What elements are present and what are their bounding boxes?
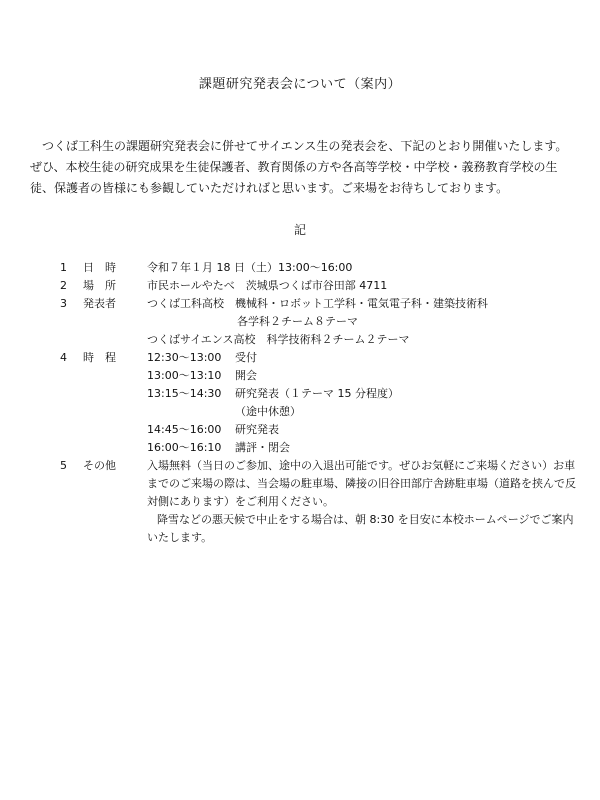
item-venue (46, 277, 576, 295)
schedule-time: 12:30～13:00 (147, 351, 222, 364)
schedule-desc: 研究発表 (235, 423, 279, 436)
item-number: 3 (60, 297, 67, 310)
document-title: 課題研究発表会について（案内） (198, 77, 402, 92)
intro-paragraph (30, 136, 570, 199)
schedule-desc: 講評・閉会 (235, 441, 290, 454)
item-presenters (46, 295, 576, 349)
item-label: 発表者 (83, 297, 116, 310)
schedule-time: 14:45～16:00 (147, 423, 222, 436)
schedule-row (147, 367, 576, 385)
other-content (147, 457, 576, 547)
schedule-row (147, 349, 576, 367)
other-text-1: 入場無料（当日のご参加、途中の入退出可能です。ぜひお気軽にご来場ください）お車までのご来場の際は、当会場の駐車場、隣接の旧谷田部庁舎跡駐車場（道路を挟んで反対側にあります）をご利用ください。 (147, 459, 576, 508)
item-number: 1 (60, 261, 67, 274)
other-paragraph-1 (127, 457, 576, 511)
item-label: その他 (83, 459, 116, 472)
ki-heading: 記 (293, 223, 306, 237)
schedule-row (147, 385, 576, 403)
schedule-time: 13:15～14:30 (147, 387, 222, 400)
item-number: 2 (60, 279, 67, 292)
schedule-note: （途中休憩） (235, 405, 301, 418)
date-value: 令和７年１月 18 日（土）13:00～16:00 (147, 261, 353, 274)
item-date (46, 259, 576, 277)
item-schedule (46, 349, 576, 457)
schedule-desc: 受付 (235, 351, 257, 364)
item-label: 場 所 (83, 279, 116, 292)
presenters-line-3: つくばサイエンス高校 科学技術科２チーム２テーマ (147, 333, 410, 346)
item-number: 4 (60, 351, 67, 364)
schedule-content (147, 349, 576, 457)
item-other (46, 457, 576, 547)
schedule-row (147, 421, 576, 439)
schedule-row (147, 439, 576, 457)
schedule-time: 16:00～16:10 (147, 441, 222, 454)
item-number: 5 (60, 459, 67, 472)
schedule-time: 13:00～13:10 (147, 369, 222, 382)
intro-text: つくば工科生の課題研究発表会に併せてサイエンス生の発表会を、下記のとおり開催いたします。ぜひ、本校生徒の研究成果を生徒保護者、教育関係の方や各高等学校・中学校・義務教育学校の生徒、保護者の皆様にも参観していただければと思います。ご来場をお待ちしております。 (30, 139, 568, 195)
item-label: 時 程 (83, 351, 116, 364)
presenters-line-1: つくば工科高校 機械科・ロボット工学科・電気電子科・建築技術科 (147, 297, 488, 310)
presenters-line-2: 各学科２チーム８テーマ (237, 315, 358, 328)
other-paragraph-2: 降雪などの悪天候で中止をする場合は、朝 8:30 を目安に本校ホームページでご案内いたします。 (147, 513, 574, 544)
item-label: 日 時 (83, 261, 116, 274)
schedule-desc: 研究発表（１テーマ 15 分程度） (235, 387, 399, 400)
venue-value: 市民ホールやたべ 茨城県つくば市谷田部 4711 (147, 279, 388, 292)
presenters-content (147, 295, 576, 349)
details-list (46, 259, 576, 547)
schedule-desc: 開会 (235, 369, 257, 382)
